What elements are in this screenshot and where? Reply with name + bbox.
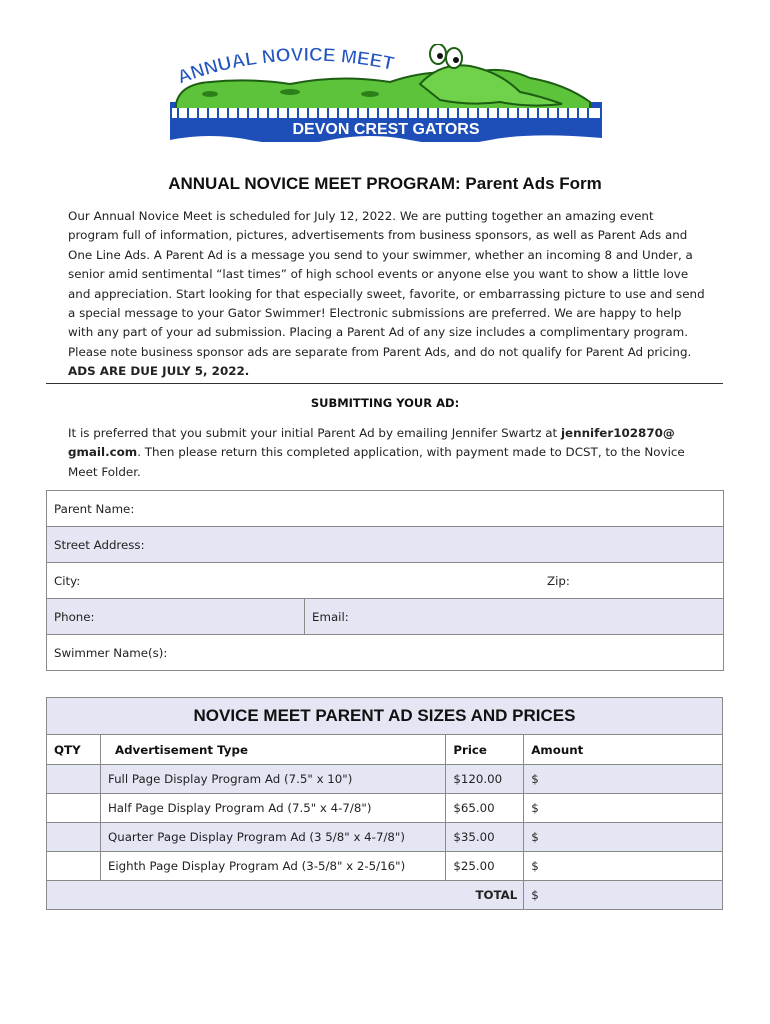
submitting-instructions	[68, 424, 708, 482]
table-row	[47, 765, 723, 794]
amount-header: Amount	[524, 735, 723, 765]
qty-header: QTY	[47, 735, 101, 765]
prices-column-headers	[47, 735, 723, 765]
type-header: Advertisement Type	[100, 735, 445, 765]
page-title: ANNUAL NOVICE MEET PROGRAM: Parent Ads Form	[168, 174, 602, 193]
qty-cell[interactable]	[47, 794, 101, 823]
ad-type-cell: Quarter Page Display Program Ad (3 5/8" x 4-7/8")	[100, 823, 445, 852]
table-row	[47, 823, 723, 852]
amount-cell[interactable]: $	[524, 765, 723, 794]
prices-heading: NOVICE MEET PARENT AD SIZES AND PRICES	[47, 698, 723, 735]
swimmer-names-field[interactable]	[47, 635, 727, 672]
qty-cell[interactable]	[47, 852, 101, 881]
price-cell: $35.00	[446, 823, 524, 852]
submitting-text-before: It is preferred that you submit your initial Parent Ad by emailing Jennifer Swartz at	[68, 426, 558, 440]
annual-novice-meet-logo	[170, 44, 602, 156]
ad-prices-table	[46, 697, 723, 910]
zip-field[interactable]	[577, 563, 721, 600]
table-row	[47, 852, 723, 881]
street-address-label: Street Address:	[54, 538, 145, 552]
ad-type-cell: Eighth Page Display Program Ad (3-5/8" x 2-5/16")	[100, 852, 445, 881]
swimmer-names-row	[47, 635, 723, 671]
deadline-text: ADS ARE DUE JULY 5, 2022.	[68, 364, 250, 379]
total-label: TOTAL	[47, 881, 524, 910]
amount-cell[interactable]: $	[524, 823, 723, 852]
phone-email-row	[47, 599, 723, 635]
swimmer-names-label: Swimmer Name(s):	[54, 646, 168, 660]
section-divider	[46, 383, 723, 384]
logo-banner-text: DEVON CREST GATORS	[292, 121, 480, 138]
amount-cell[interactable]: $	[524, 852, 723, 881]
ad-type-cell: Half Page Display Program Ad (7.5" x 4-7/8")	[100, 794, 445, 823]
price-header: Price	[446, 735, 524, 765]
contact-email: jennifer102870@ gmail.com	[68, 426, 675, 460]
parent-name-field[interactable]	[47, 491, 727, 528]
table-row	[47, 794, 723, 823]
intro-paragraph	[68, 207, 708, 382]
ad-type-cell: Full Page Display Program Ad (7.5" x 10")	[100, 765, 445, 794]
logo-arc-text: ANNUAL NOVICE MEET	[174, 44, 396, 89]
price-cell: $120.00	[446, 765, 524, 794]
street-address-field[interactable]	[47, 527, 727, 564]
city-label: City:	[54, 574, 81, 588]
parent-info-form	[46, 490, 724, 671]
price-cell: $65.00	[446, 794, 524, 823]
price-cell: $25.00	[446, 852, 524, 881]
total-amount-cell[interactable]: $	[524, 881, 723, 910]
total-row	[47, 881, 723, 910]
city-field[interactable]	[47, 563, 541, 600]
intro-body: Our Annual Novice Meet is scheduled for July 12, 2022. We are putting together an amazing event program full of information, pictures, advertisements from business sponsors, as well as Parent Ads and One Line Ads. A Parent Ad is a message you send to your swimmer, whether an incoming 8 and Under, a senior amid sentimental “last times” of high school events or anyone else you want to show a little love and appreciation. Start looking for that especially sweet, favorite, or embarrassing picture to use and send a special message to your Gator Swimmer! Electronic submissions are preferred. We are happy to help with any part of your ad submission. Placing a Parent Ad of any size includes a complimentary program. Please note business sponsor ads are separate from Parent Ads, and do not qualify for Parent Ad pricing.	[68, 209, 705, 359]
zip-label: Zip:	[547, 574, 570, 588]
email-label: Email:	[312, 610, 349, 624]
qty-cell[interactable]	[47, 823, 101, 852]
email-cell	[304, 599, 723, 634]
email-field[interactable]	[305, 599, 727, 636]
parent-name-row	[47, 491, 723, 527]
submitting-text-after: . Then please return this completed application, with payment made to DCST, to the Novice Meet Folder.	[68, 445, 685, 479]
street-address-row	[47, 527, 723, 563]
qty-cell[interactable]	[47, 765, 101, 794]
submitting-heading: SUBMITTING YOUR AD:	[310, 396, 460, 410]
city-zip-row	[47, 563, 723, 599]
amount-cell[interactable]: $	[524, 794, 723, 823]
phone-label: Phone:	[54, 610, 95, 624]
parent-name-label: Parent Name:	[54, 502, 135, 516]
